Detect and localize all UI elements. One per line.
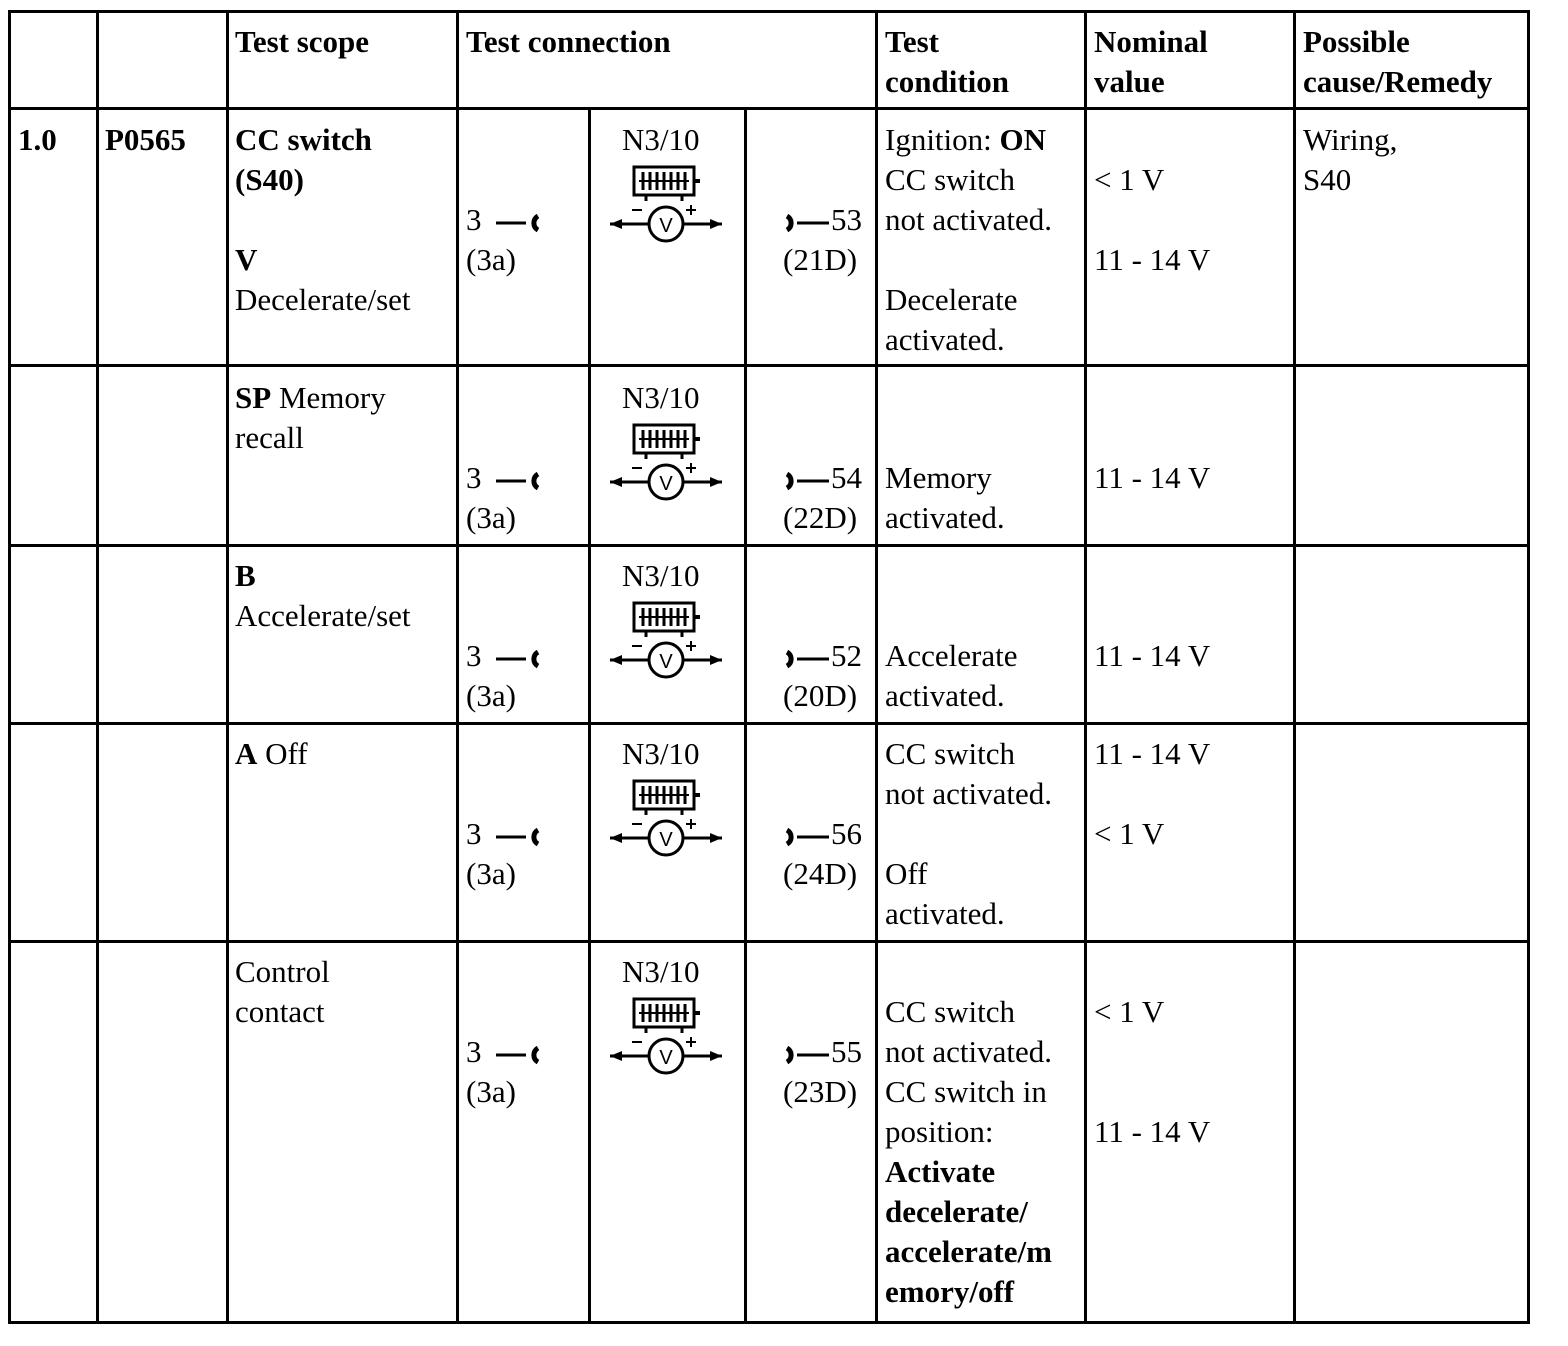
- test-condition: not activated.: [885, 1034, 1052, 1069]
- plug-connector-icon: [783, 1045, 833, 1065]
- test-condition: [885, 120, 1046, 160]
- voltmeter-icon: [606, 638, 726, 680]
- pin-left-alt: (3a): [466, 500, 516, 535]
- pin-right: 53: [831, 202, 862, 237]
- pin-right-alt: (20D): [783, 678, 858, 713]
- test-condition: CC switch in: [885, 1074, 1047, 1109]
- socket-connector-icon: [492, 827, 542, 847]
- grid-line: [8, 107, 1530, 110]
- plug-connector-icon: [783, 649, 833, 669]
- test-condition-bold: accelerate/m: [885, 1234, 1052, 1269]
- test-scope: recall: [235, 420, 304, 455]
- test-condition: Off: [885, 856, 928, 891]
- test-condition-bold: emory/off: [885, 1274, 1015, 1309]
- grid-line: [8, 1321, 1530, 1324]
- test-scope: Accelerate/set: [235, 598, 411, 633]
- voltmeter-icon: [606, 816, 726, 858]
- control-unit-connector-icon: [631, 600, 701, 638]
- condition-text-bold: ON: [999, 122, 1047, 157]
- possible-cause: Wiring,: [1303, 122, 1398, 157]
- pin-left: 3: [466, 638, 482, 673]
- scope-text-bold: SP: [235, 380, 272, 415]
- test-condition: CC switch: [885, 162, 1016, 197]
- pin-left: 3: [466, 460, 482, 495]
- control-unit-label: N3/10: [622, 736, 700, 771]
- plug-connector-icon: [783, 471, 833, 491]
- grid-line: [8, 364, 1530, 367]
- diagnostic-test-table: [8, 10, 1530, 1324]
- header-test-condition: Test: [885, 24, 939, 59]
- test-condition: Decelerate: [885, 282, 1018, 317]
- nominal-value: < 1 V: [1094, 994, 1165, 1029]
- test-scope: CC switch: [235, 122, 372, 157]
- control-unit-label: N3/10: [622, 380, 700, 415]
- voltmeter-icon: [606, 202, 726, 244]
- test-condition: activated.: [885, 896, 1005, 931]
- pin-right-alt: (24D): [783, 856, 858, 891]
- nominal-value: 11 - 14 V: [1094, 638, 1211, 673]
- header-test-scope: Test scope: [235, 24, 370, 59]
- pin-right: 56: [831, 816, 862, 851]
- grid-line: [1293, 10, 1296, 1324]
- socket-connector-icon: [492, 213, 542, 233]
- nominal-value: < 1 V: [1094, 816, 1165, 851]
- pin-right: 55: [831, 1034, 862, 1069]
- header-possible-cause: cause/Remedy: [1303, 64, 1493, 99]
- test-condition: Memory: [885, 460, 992, 495]
- test-condition-bold: decelerate/: [885, 1194, 1028, 1229]
- scope-text: Memory: [271, 380, 386, 415]
- pin-right-alt: (22D): [783, 500, 858, 535]
- grid-line: [1527, 10, 1530, 1324]
- grid-line: [8, 10, 1530, 13]
- grid-line: [875, 10, 878, 1324]
- fault-code: P0565: [105, 122, 186, 157]
- pin-right: 54: [831, 460, 862, 495]
- test-condition: position:: [885, 1114, 994, 1149]
- test-condition-bold: Activate: [885, 1154, 996, 1189]
- test-scope: (S40): [235, 162, 304, 197]
- scope-text: Off: [257, 736, 308, 771]
- test-condition: not activated.: [885, 202, 1052, 237]
- control-unit-label: N3/10: [622, 954, 700, 989]
- nominal-value: 11 - 14 V: [1094, 1114, 1211, 1149]
- header-possible-cause: Possible: [1303, 24, 1410, 59]
- possible-cause: S40: [1303, 162, 1352, 197]
- test-scope: V: [235, 242, 258, 277]
- test-condition: activated.: [885, 500, 1005, 535]
- svg-text:V: V: [659, 473, 673, 495]
- control-unit-label: N3/10: [622, 558, 700, 593]
- control-unit-label: N3/10: [622, 122, 700, 157]
- test-condition: activated.: [885, 678, 1005, 713]
- pin-left-alt: (3a): [466, 678, 516, 713]
- test-condition: CC switch: [885, 736, 1016, 771]
- socket-connector-icon: [492, 471, 542, 491]
- grid-line: [8, 940, 1530, 943]
- nominal-value: < 1 V: [1094, 162, 1165, 197]
- pin-left: 3: [466, 202, 482, 237]
- test-condition: activated.: [885, 322, 1005, 357]
- control-unit-connector-icon: [631, 422, 701, 460]
- header-nominal-value: value: [1094, 64, 1165, 99]
- svg-text:V: V: [659, 651, 673, 673]
- scope-text-bold: A: [235, 736, 258, 771]
- grid-line: [1084, 10, 1087, 1324]
- pin-left: 3: [466, 1034, 482, 1069]
- nominal-value: 11 - 14 V: [1094, 736, 1211, 771]
- control-unit-connector-icon: [631, 996, 701, 1034]
- pin-left-alt: (3a): [466, 1074, 516, 1109]
- test-scope: contact: [235, 994, 325, 1029]
- control-unit-connector-icon: [631, 778, 701, 816]
- test-scope: B: [235, 558, 256, 593]
- svg-text:V: V: [659, 1047, 673, 1069]
- test-condition: CC switch: [885, 994, 1016, 1029]
- nominal-value: 11 - 14 V: [1094, 242, 1211, 277]
- plug-connector-icon: [783, 827, 833, 847]
- control-unit-connector-icon: [631, 164, 701, 202]
- test-condition: not activated.: [885, 776, 1052, 811]
- header-nominal-value: Nominal: [1094, 24, 1208, 59]
- pin-right: 52: [831, 638, 862, 673]
- voltmeter-icon: [606, 1034, 726, 1076]
- test-condition: Accelerate: [885, 638, 1018, 673]
- socket-connector-icon: [492, 1045, 542, 1065]
- svg-text:V: V: [659, 215, 673, 237]
- pin-left-alt: (3a): [466, 242, 516, 277]
- pin-left: 3: [466, 816, 482, 851]
- pin-right-alt: (21D): [783, 242, 858, 277]
- step-number: 1.0: [18, 122, 57, 157]
- socket-connector-icon: [492, 649, 542, 669]
- test-scope: Control: [235, 954, 330, 989]
- nominal-value: 11 - 14 V: [1094, 460, 1211, 495]
- condition-text: Ignition:: [885, 122, 1000, 157]
- pin-left-alt: (3a): [466, 856, 516, 891]
- test-scope: Decelerate/set: [235, 282, 411, 317]
- header-test-condition: condition: [885, 64, 1010, 99]
- plug-connector-icon: [783, 213, 833, 233]
- voltmeter-icon: [606, 460, 726, 502]
- header-test-connection: Test connection: [466, 24, 671, 59]
- svg-text:V: V: [659, 829, 673, 851]
- pin-right-alt: (23D): [783, 1074, 858, 1109]
